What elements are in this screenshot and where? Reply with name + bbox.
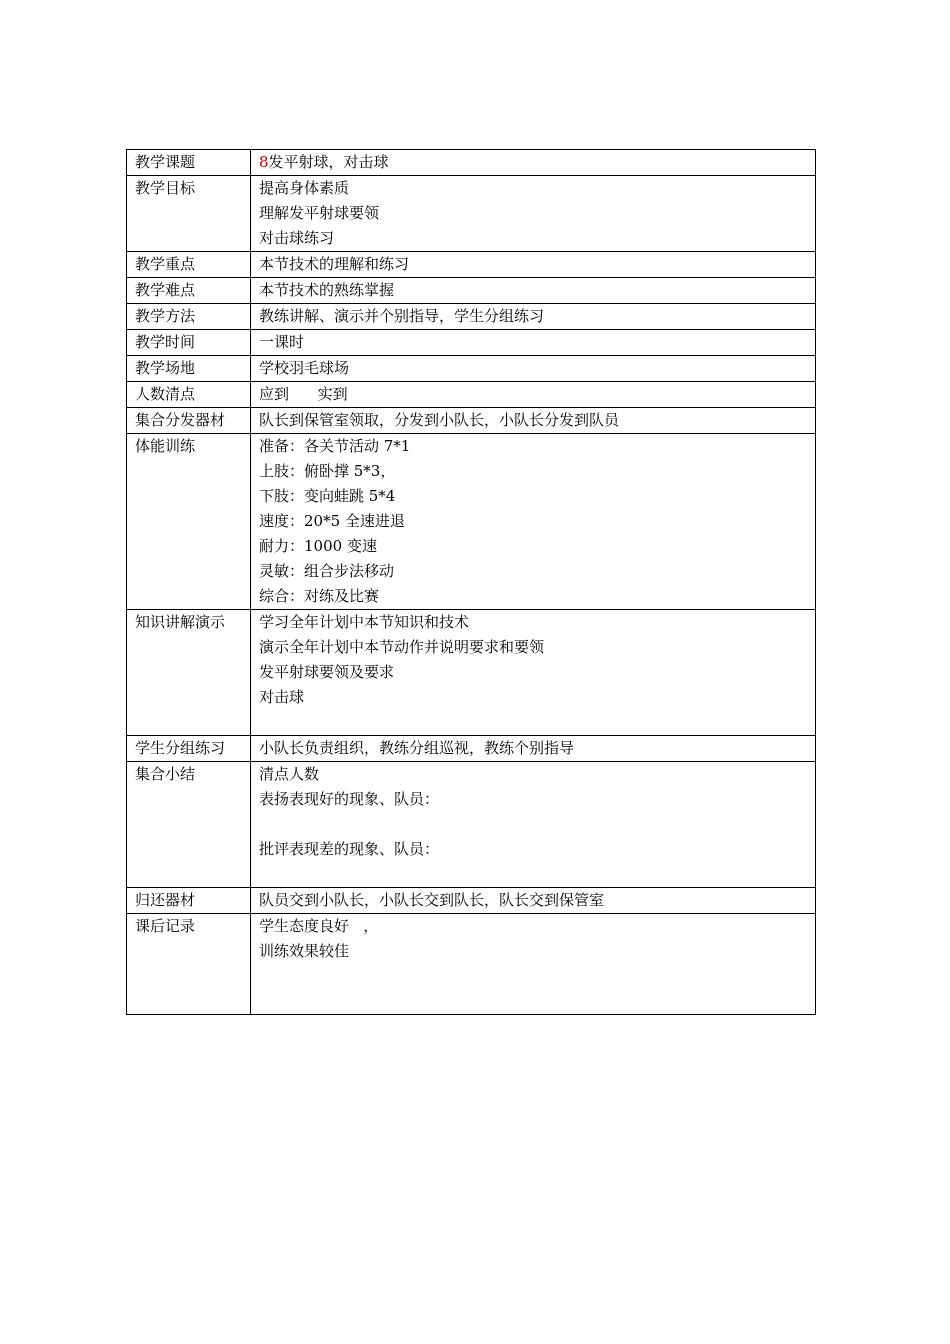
table-row	[127, 356, 816, 382]
content-line: 小队长负责组织，教练分组巡视，教练个别指导	[259, 739, 575, 757]
content-line	[259, 964, 807, 989]
row-label	[127, 434, 251, 610]
content-line: 准备：各关节活动 7*1	[259, 437, 411, 455]
content-line: 应到 实到	[259, 385, 348, 403]
table-row	[127, 408, 816, 434]
row-label-text: 教学重点	[135, 255, 196, 273]
row-label-text: 教学课题	[135, 153, 196, 171]
row-label	[127, 914, 251, 1015]
row-label-text: 集合分发器材	[135, 411, 226, 429]
row-content	[251, 736, 816, 762]
content-line: 教练讲解、演示并个别指导，学生分组练习	[259, 307, 545, 325]
row-label-text: 归还器材	[135, 891, 196, 909]
row-label	[127, 610, 251, 736]
content-line: 演示全年计划中本节动作并说明要求和要领	[259, 638, 545, 656]
row-label	[127, 736, 251, 762]
row-content	[251, 408, 816, 434]
row-label-text: 体能训练	[135, 437, 196, 455]
content-line: 速度：20*5 全速进退	[259, 512, 405, 530]
content-line: 耐力：1000 变速	[259, 537, 377, 555]
row-label	[127, 762, 251, 888]
content-line: 灵敏：组合步法移动	[259, 562, 395, 580]
content-line	[259, 862, 807, 887]
row-content	[251, 252, 816, 278]
table-row	[127, 278, 816, 304]
row-label	[127, 330, 251, 356]
lesson-title	[259, 150, 807, 175]
content-line: 发平射球要领及要求	[259, 663, 395, 681]
table-row	[127, 330, 816, 356]
row-content	[251, 330, 816, 356]
table-row	[127, 176, 816, 252]
row-content	[251, 382, 816, 408]
table-row	[127, 304, 816, 330]
content-line: 学校羽毛球场	[259, 359, 350, 377]
row-label	[127, 304, 251, 330]
lesson-title-cell	[251, 150, 816, 176]
row-label	[127, 252, 251, 278]
row-content	[251, 356, 816, 382]
row-label-text: 人数清点	[135, 385, 196, 403]
row-content	[251, 914, 816, 1015]
table-row	[127, 914, 816, 1015]
content-line: 本节技术的熟练掌握	[259, 281, 395, 299]
lesson-number: 8	[259, 153, 269, 171]
row-label-text: 教学场地	[135, 359, 196, 377]
table-row	[127, 252, 816, 278]
content-line	[259, 710, 807, 735]
row-label	[127, 356, 251, 382]
content-line: 表扬表现好的现象、队员：	[259, 790, 440, 808]
row-label-text: 课后记录	[135, 917, 196, 935]
row-content	[251, 278, 816, 304]
row-label-text: 教学目标	[135, 179, 196, 197]
row-content	[251, 304, 816, 330]
content-line: 学习全年计划中本节知识和技术	[259, 613, 470, 631]
row-label	[127, 888, 251, 914]
content-line: 训练效果较佳	[259, 942, 350, 960]
row-label-text: 教学时间	[135, 333, 196, 351]
row-content	[251, 888, 816, 914]
row-content	[251, 610, 816, 736]
row-label-text: 教学难点	[135, 281, 196, 299]
row-label	[127, 408, 251, 434]
content-line	[259, 989, 807, 1014]
content-line: 队员交到小队长，小队长交到队长，队长交到保管室	[259, 891, 605, 909]
content-line: 下肢：变向蛙跳 5*4	[259, 487, 396, 505]
content-line: 本节技术的理解和练习	[259, 255, 410, 273]
row-label	[127, 382, 251, 408]
content-line: 学生态度良好 ，	[259, 917, 379, 935]
row-label-text: 集合小结	[135, 765, 196, 783]
content-line: 提高身体素质	[259, 179, 350, 197]
table-row	[127, 150, 816, 176]
content-line: 清点人数	[259, 765, 320, 783]
content-line: 综合：对练及比赛	[259, 587, 380, 605]
row-content	[251, 176, 816, 252]
table-row	[127, 382, 816, 408]
table-row	[127, 434, 816, 610]
lesson-plan-table	[126, 149, 816, 1015]
content-line: 理解发平射球要领	[259, 204, 380, 222]
table-row	[127, 888, 816, 914]
row-content	[251, 762, 816, 888]
content-line: 上肢：俯卧撑 5*3，	[259, 462, 396, 480]
row-label	[127, 150, 251, 176]
row-label-text: 知识讲解演示	[135, 613, 226, 631]
content-line	[259, 812, 807, 837]
content-line: 对击球练习	[259, 229, 335, 247]
row-content	[251, 434, 816, 610]
content-line: 批评表现差的现象、队员：	[259, 840, 440, 858]
row-label-text: 教学方法	[135, 307, 196, 325]
table-row	[127, 610, 816, 736]
row-label	[127, 278, 251, 304]
table-row	[127, 762, 816, 888]
row-label	[127, 176, 251, 252]
table-row	[127, 736, 816, 762]
content-line: 队长到保管室领取，分发到小队长，小队长分发到队员	[259, 411, 620, 429]
content-line: 对击球	[259, 688, 305, 706]
lesson-title-text: 发平射球，对击球	[268, 153, 389, 171]
row-label-text: 学生分组练习	[135, 739, 226, 757]
content-line: 一课时	[259, 333, 305, 351]
